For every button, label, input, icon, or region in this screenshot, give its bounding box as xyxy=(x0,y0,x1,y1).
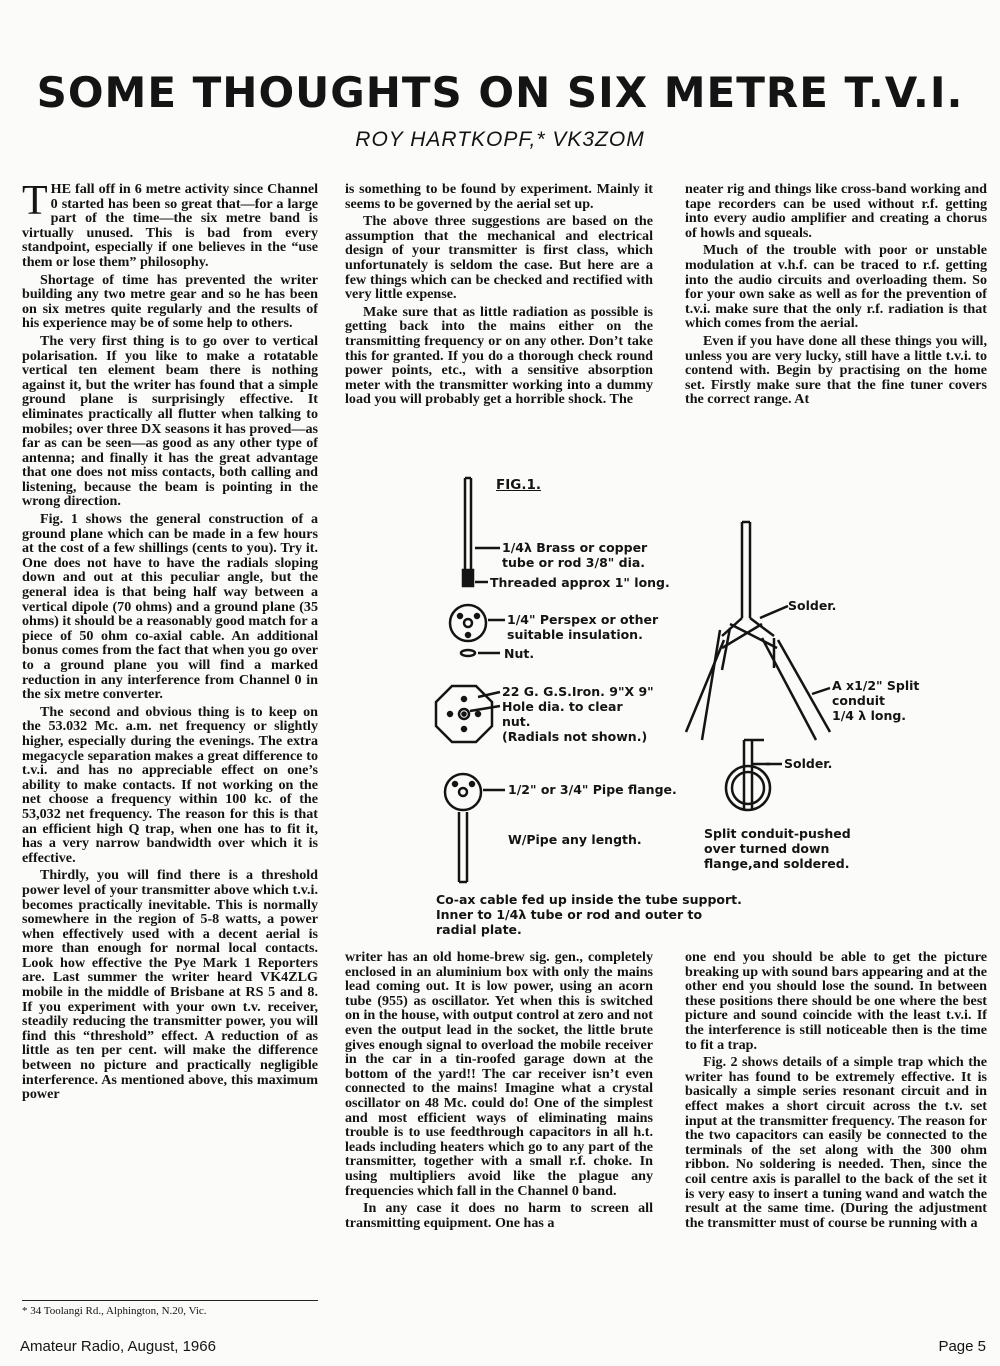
author-footnote: * 34 Toolangi Rd., Alphington, N.20, Vic. xyxy=(22,1300,318,1317)
label-pipe: W/Pipe any length. xyxy=(508,832,642,847)
label-solder-top: Solder. xyxy=(788,598,837,613)
label-perspex: 1/4" Perspex or other suitable insulation. xyxy=(507,612,659,642)
label-nut: Nut. xyxy=(504,646,535,661)
drop-cap: T xyxy=(22,182,48,224)
column-2-top xyxy=(345,182,653,468)
paragraph: Thirdly, you will find there is a threshold power level of your transmitter above which t.v.i. becomes practically inevitable. This is normally somewhere in the region of 5-8 watts, a power when effectively used with a decent aerial is more than enough for normal local contacts. Look how effective the Pye Mark 1 Reporters are. Last summer the writer heard VK4ZLG mobile in the middle of Brisbane at RS 5 and 8. If you experiment with your own t.v. receiver, steadily reducing the transmitter power, you will find this “threshold” effect. A reduction of as little as ten per cent. will make the difference between no picture and practically negligible interference. As mentioned above, this maximum power xyxy=(22,867,318,1103)
article-title: SOME THOUGHTS ON SIX METRE T.V.I. xyxy=(36,68,964,117)
paragraph: Shortage of time has prevented the writer building any two metre gear and so he has been on six metres quite regularly and the results of his experience may be of some help to others. xyxy=(22,271,318,332)
figure-1-ground-plane xyxy=(420,470,920,945)
paragraph: Fig. 2 shows details of a simple trap which the writer has found to be extremely effective. It is basically a simple series resonant circuit and in effect makes a short circuit across the t.v. set input at the transmitter frequency. The reason for the two capacitors can easily be connected to the terminals of the set along with the 300 ohm ribbon. No soldering is needed. Then, since the coil centre axis is parallel to the back of the set it is very easy to insert a tuning wand and watch the result at the same time. (During the adjustment the transmitter must of course be running with a xyxy=(685,1054,987,1231)
paragraph: The second and obvious thing is to keep on the 53.032 Mc. a.m. net frequency or slightly higher, especially during the evenings. The extra megacycle separation makes a great difference to t.v.i. and has no appreciable effect on one’s ability to make contacts. If not working on the net choose a frequency within 100 kc. of the 53,032 net frequency. The reason for this is that an efficient high Q trap, when one has to fit it, has a very narrow bandwidth over which it is effective. xyxy=(22,703,318,866)
column-1 xyxy=(22,182,318,1282)
paragraph: is something to be found by experiment. Mainly it seems to be governed by the aerial set up. xyxy=(345,182,653,212)
paragraph: neater rig and things like cross-band working and tape recorders can be used without r.f. getting into every audio amplifier and creating a chorus of howls and squeals. xyxy=(685,182,987,241)
paragraph: The very first thing is to go over to vertical polarisation. If you like to make a rotatable vertical ten element beam there is nothing against it, but the writer has found that a simple ground plane is surprisingly effective. It eliminates practically all flutter when talking to mobiles; over three DX seasons it has proved—as far as can be seen—as good as any other type of antenna; and finally it has the great advantage that one does not miss contacts, both calling and listening, because the beam is pointing in the wrong direction. xyxy=(22,332,318,510)
publication-footer: Amateur Radio, August, 1966 xyxy=(20,1338,216,1355)
figure-caption: FIG.1. xyxy=(496,477,541,493)
label-split-conduit: A x1/2" Split conduit 1/4 λ long. xyxy=(832,678,920,723)
paragraph: Make sure that as little radiation as possible is getting back into the mains either on the transmitting frequency or on any other. Don’t take this for granted. If you do a thorough check round power points, etc., with a sensitive absorption meter with the transmitter working into a dummy load you will probably get a horrible shock. The xyxy=(345,303,653,408)
column-3-top xyxy=(685,182,987,468)
column-3-bottom xyxy=(685,950,987,1318)
label-flange: 1/2" or 3/4" Pipe flange. xyxy=(508,782,677,797)
paragraph: Much of the trouble with poor or unstable modulation at v.h.f. can be traced to r.f. getting into the audio circuits and overloading them. So for your own sake as well as for the prevention of t.v.i. make sure that the only r.f. radiation is that which comes from the aerial. xyxy=(685,242,987,332)
paragraph: writer has an old home-brew sig. gen., completely enclosed in an aluminium box with only the mains lead coming out. It is low power, using an acorn tube (955) as oscillator. Yet when this is switched on in the house, with output control at zero and not even the output lead in the socket, the little brute gives enough signal to overload the mobile receiver in the car in a tin-roofed garage down at the bottom of the yard!! The car receiver isn’t even connected to the mains! Imagine what a crystal oscillator on 48 Mc. could do! One of the simplest and most efficient ways of eliminating mains trouble is to use feedthrough capacitors in all h.t. leads including heaters which go to any part of the transmitter, together with a small r.f. choke. In using multipliers avoid like the plague any frequencies which fall in the Channel 0 band. xyxy=(345,950,653,1199)
author-byline: ROY HARTKOPF,* VK3ZOM xyxy=(355,128,645,151)
label-plate: 22 G. G.S.Iron. 9"X 9" Hole dia. to clear nut. (Radials not shown.) xyxy=(502,684,654,744)
label-coax-note: Co-ax cable fed up inside the tube support. Inner to 1/4λ tube or rod and outer to radial plate. xyxy=(436,892,742,937)
label-split-conduit-flange: Split conduit-pushed over turned down flange,and soldered. xyxy=(704,826,851,871)
label-threaded: Threaded approx 1" long. xyxy=(490,575,670,590)
paragraph: Even if you have done all these things you will, unless you are very lucky, still have a little t.v.i. to contend with. Begin by practising on the home set. Firstly make sure that the fine tuner covers the correct range. At xyxy=(685,332,987,408)
paragraph: THE fall off in 6 metre activity since Channel 0 started has been so great that—for a large part of the time—the six metre band is virtually unused. This is bad from every standpoint, especially if one believes in the “use them or lose them” philosophy. xyxy=(22,182,318,270)
column-2-bottom xyxy=(345,950,653,1318)
paragraph: In any case it does no harm to screen all transmitting equipment. One has a xyxy=(345,1200,653,1231)
page-number: Page 5 xyxy=(938,1338,986,1355)
paragraph: one end you should be able to get the picture breaking up with sound bars appearing and at the other end you should lose the sound. In between these positions there should be one where the best picture and sound coincide with the least t.v.i. If the interference is still noticeable then is the time to fit a trap. xyxy=(685,950,987,1053)
paragraph: The above three suggestions are based on the assumption that the mechanical and electrical design of your transmitter is first class, which unfortunately is seldom the case. But here are a few things which can be checked and rectified with very little expense. xyxy=(345,213,653,303)
label-solder-bottom: Solder. xyxy=(784,756,833,771)
label-rod: 1/4λ Brass or copper tube or rod 3/8" dia. xyxy=(502,540,648,570)
paragraph: Fig. 1 shows the general construction of a ground plane which can be made in a few hours at the cost of a few shillings (cents to you). Try it. One does not have to have the radials sloping down and out at this peculiar angle, but the general idea is that being half way between a vertical dipole (70 ohms) and a ground plane (35 ohms) it should be a reasonably good match for a piece of 50 ohm co-axial cable. An additional bonus comes from the fact that when you go over to a ground plane you will find a marked reduction in any interference from Channel 0 in the six metre converter. xyxy=(22,511,318,703)
